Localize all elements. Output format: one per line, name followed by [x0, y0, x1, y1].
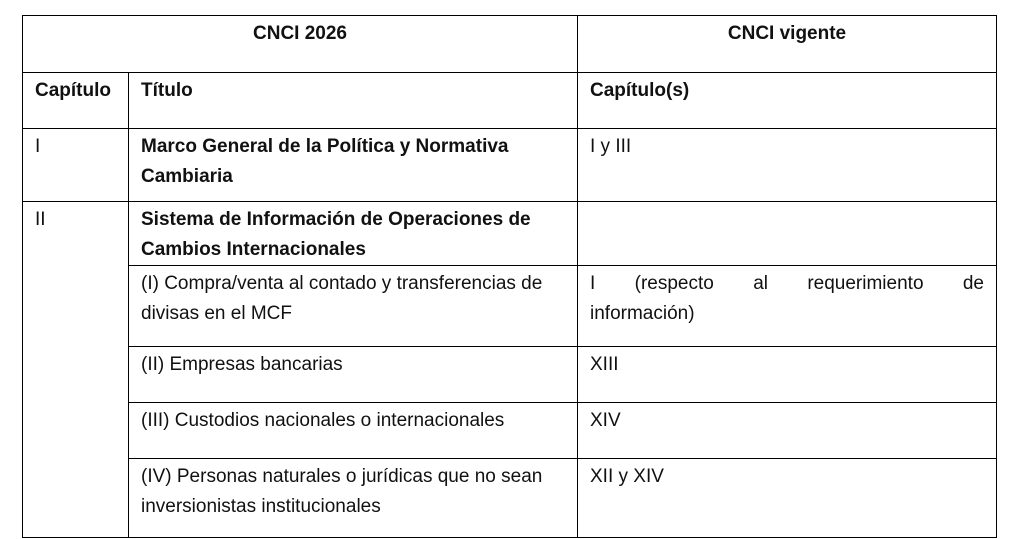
row-chapter: I [23, 129, 129, 202]
column-header-chapter: Capítulo [23, 73, 129, 129]
table-header-row [23, 16, 997, 73]
subrow-title: (I) Compra/venta al contado y transferencias de divisas en el MCF [129, 266, 578, 347]
header-cnci-2026: CNCI 2026 [23, 16, 578, 73]
subrow-current-line-1: I (respecto al requerimiento de [590, 273, 984, 294]
subrow-title: (IV) Personas naturales o jurídicas que no sean inversionistas institucionales [129, 459, 578, 538]
table-subrow [23, 403, 997, 459]
row-current-chapters: I y III [578, 129, 997, 202]
subrow-title: (II) Empresas bancarias [129, 347, 578, 403]
row-chapter: II [23, 202, 129, 538]
subrow-current-chapters: XIII [578, 347, 997, 403]
subrow-current-chapters [578, 266, 997, 347]
table-subrow [23, 459, 997, 538]
row-title: Marco General de la Política y Normativa Cambiaria [129, 129, 578, 202]
table-row [23, 202, 997, 266]
column-header-title: Título [129, 73, 578, 129]
row-current-chapters [578, 202, 997, 266]
table-subrow [23, 266, 997, 347]
column-header-current-chapters: Capítulo(s) [578, 73, 997, 129]
table-subrow [23, 347, 997, 403]
row-title: Sistema de Información de Operaciones de Cambios Internacionales [129, 202, 578, 266]
header-cnci-vigente: CNCI vigente [578, 16, 997, 73]
comparison-table [22, 15, 997, 538]
subrow-current-chapters: XIV [578, 403, 997, 459]
subrow-title: (III) Custodios nacionales o internacionales [129, 403, 578, 459]
column-header-row [23, 73, 997, 129]
table-row [23, 129, 997, 202]
subrow-current-line-2: información) [590, 303, 695, 324]
subrow-current-chapters: XII y XIV [578, 459, 997, 538]
